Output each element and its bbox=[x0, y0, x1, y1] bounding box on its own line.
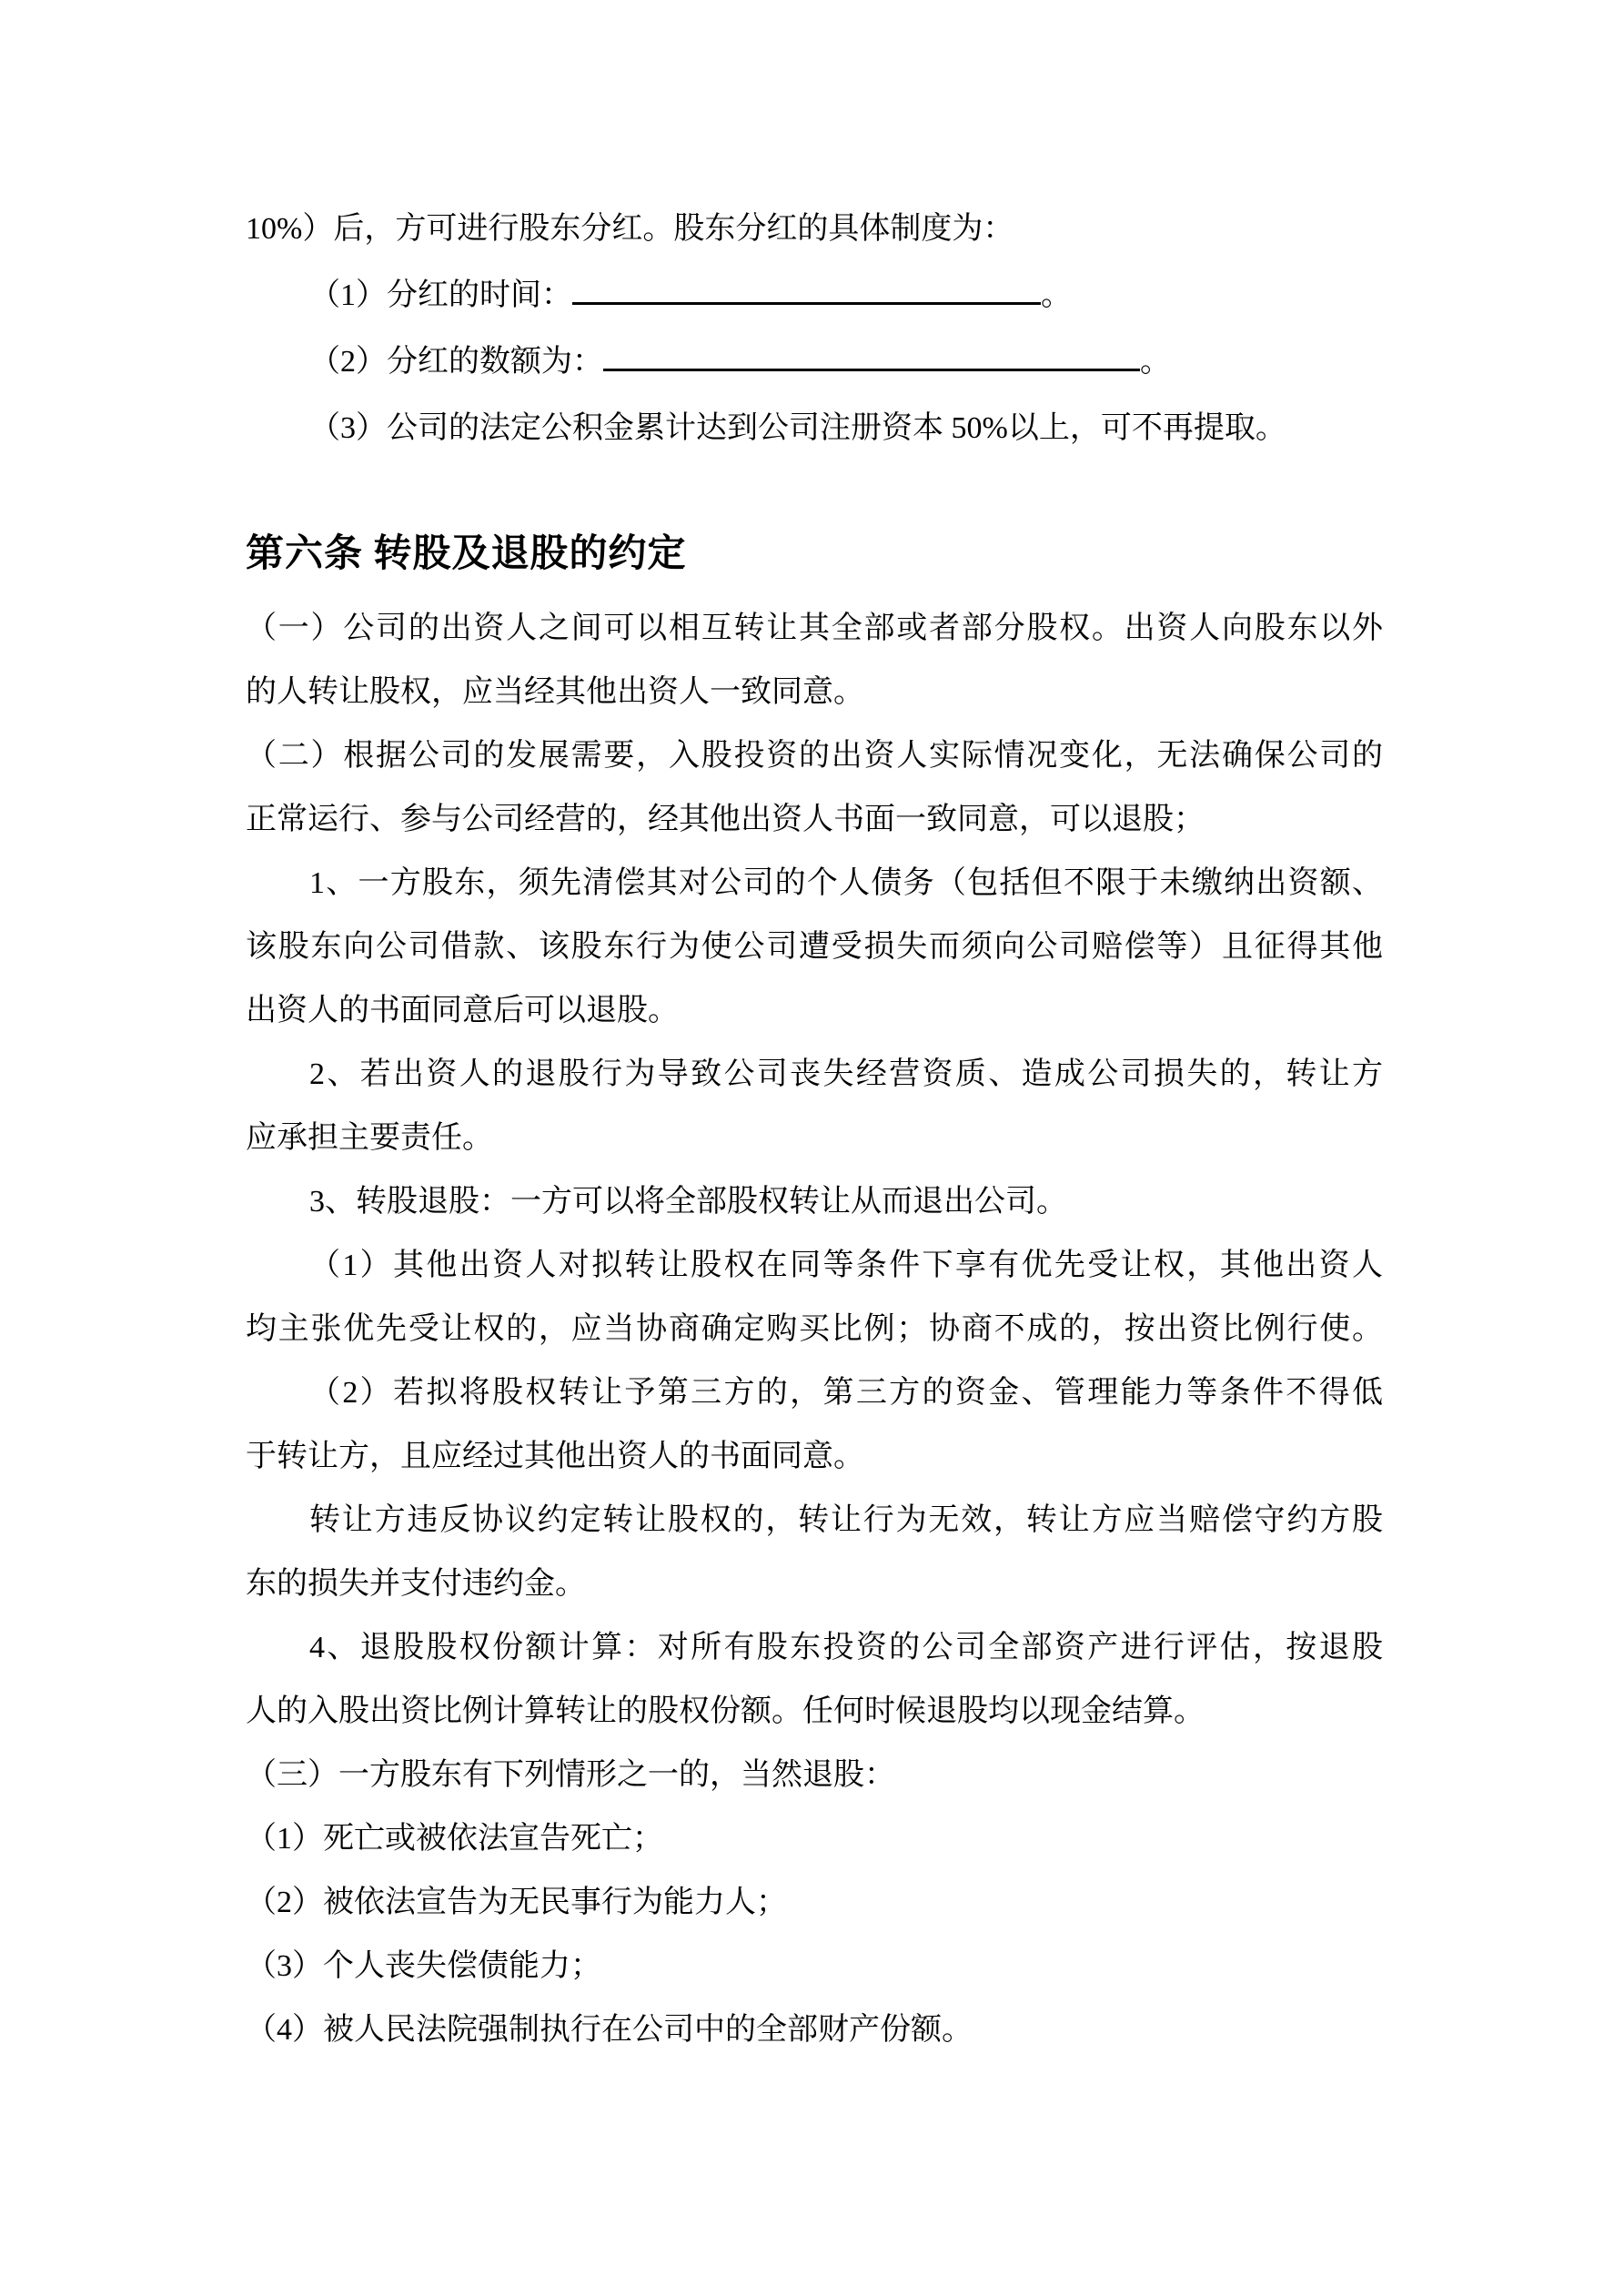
text-line: （三）一方股东有下列情形之一的，当然退股： bbox=[246, 1758, 895, 1792]
blank-line-dividend-time bbox=[246, 262, 1383, 329]
fill-in-blank-underline bbox=[572, 275, 1041, 305]
text-line: （3）公司的法定公积金累计达到公司注册资本 50%以上，可不再提取。 bbox=[309, 411, 1286, 445]
text-line: 该股东向公司借款、该股东行为使公司遭受损失而须向公司赔偿等）且征得其他 bbox=[246, 930, 1383, 964]
text-line: 应承担主要责任。 bbox=[246, 1121, 493, 1155]
text-line: 转让方违反协议约定转让股权的，转让行为无效，转让方应当赔偿守约方股 bbox=[309, 1503, 1383, 1537]
text-line: （1）其他出资人对拟转让股权在同等条件下享有优先受让权，其他出资人 bbox=[309, 1249, 1383, 1282]
text-line: （3）个人丧失偿债能力； bbox=[246, 1949, 601, 1983]
text-line: 的人转让股权，应当经其他出资人一致同意。 bbox=[246, 675, 864, 709]
text-line: （2）若拟将股权转让予第三方的，第三方的资金、管理能力等条件不得低 bbox=[309, 1376, 1383, 1410]
blank-line-dividend-amount bbox=[246, 329, 1383, 395]
text-line: 于转让方，且应经过其他出资人的书面同意。 bbox=[246, 1440, 864, 1473]
text-line: 均主张优先受让权的，应当协商确定购买比例；协商不成的，按出资比例行使。 bbox=[246, 1312, 1383, 1346]
fill-in-blank-underline bbox=[603, 341, 1140, 371]
section-heading: 第六条 转股及退股的约定 bbox=[246, 533, 687, 575]
blank-suffix: 。 bbox=[1140, 345, 1171, 379]
text-line: （2）被依法宣告为无民事行为能力人； bbox=[246, 1886, 787, 1919]
text-line: （一）公司的出资人之间可以相互转让其全部或者部分股权。出资人向股东以外 bbox=[246, 612, 1383, 645]
text-line: （二）根据公司的发展需要，入股投资的出资人实际情况变化，无法确保公司的 bbox=[246, 739, 1383, 773]
text-line: 东的损失并支付违约金。 bbox=[246, 1567, 586, 1601]
intro-section bbox=[246, 196, 1383, 461]
text-line: 2、若出资人的退股行为导致公司丧失经营资质、造成公司损失的，转让方 bbox=[309, 1057, 1383, 1091]
text-line: 10%）后，方可进行股东分红。股东分红的具体制度为： bbox=[246, 212, 1014, 246]
blank-suffix: 。 bbox=[1041, 278, 1072, 312]
text-line: 出资人的书面同意后可以退股。 bbox=[246, 994, 679, 1027]
text-line: 1、一方股东，须先清偿其对公司的个人债务（包括但不限于未缴纳出资额、 bbox=[309, 866, 1383, 900]
text-line: 3、转股退股：一方可以将全部股权转让从而退出公司。 bbox=[309, 1185, 1067, 1219]
blank-label: （1）分红的时间： bbox=[309, 278, 572, 312]
body-section bbox=[246, 597, 1383, 2062]
text-line: （4）被人民法院强制执行在公司中的全部财产份额。 bbox=[246, 2013, 973, 2047]
text-line: （1）死亡或被依法宣告死亡； bbox=[246, 1822, 663, 1856]
text-line: 4、退股股权份额计算：对所有股东投资的公司全部资产进行评估，按退股 bbox=[309, 1631, 1383, 1664]
text-line: 人的入股出资比例计算转让的股权份额。任何时候退股均以现金结算。 bbox=[246, 1694, 1205, 1728]
text-line: 正常运行、参与公司经营的，经其他出资人书面一致同意，可以退股； bbox=[246, 803, 1205, 836]
blank-label: （2）分红的数额为： bbox=[309, 345, 603, 379]
